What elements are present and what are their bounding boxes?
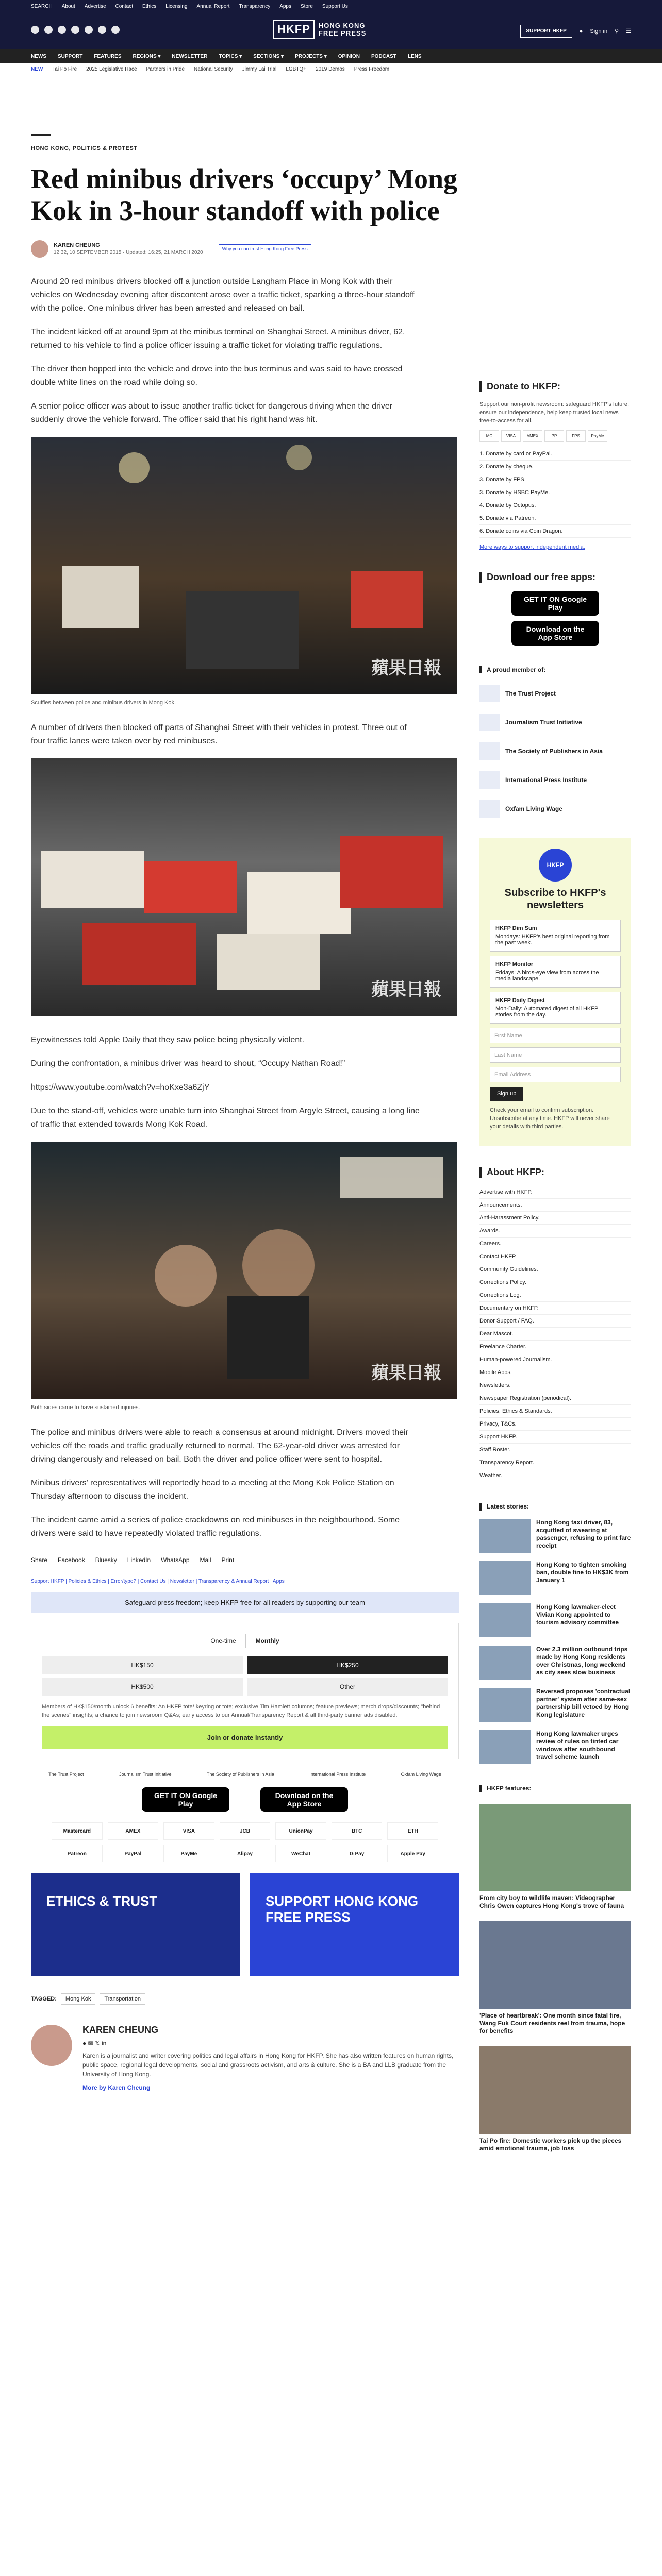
latest-item[interactable] bbox=[479, 1730, 631, 1764]
member-name: Oxfam Living Wage bbox=[505, 805, 562, 812]
sign-in-link[interactable]: Sign in bbox=[590, 28, 608, 35]
about-link[interactable]: Community Guidelines. bbox=[479, 1263, 631, 1276]
youtube-icon[interactable] bbox=[71, 26, 79, 34]
member-block bbox=[479, 666, 631, 818]
about-link[interactable]: Weather. bbox=[479, 1469, 631, 1482]
about-block bbox=[479, 1167, 631, 1482]
sopa-logo bbox=[479, 742, 500, 760]
partner-logo[interactable]: The Society of Publishers in Asia bbox=[206, 1772, 274, 1777]
support-us-link[interactable]: Support Us bbox=[322, 3, 348, 9]
about-link[interactable]: Awards. bbox=[479, 1225, 631, 1238]
app-store-button[interactable]: Download on the App Store bbox=[260, 1787, 348, 1812]
publish-date: 12:32, 10 SEPTEMBER 2015 · Updated: 16:25, 21 MARCH 2020 bbox=[54, 250, 203, 256]
instagram-icon[interactable] bbox=[58, 26, 66, 34]
payment-logo: Apple Pay bbox=[387, 1845, 438, 1862]
share-label: Share bbox=[31, 1556, 48, 1564]
latest-item[interactable] bbox=[479, 1561, 631, 1595]
donate-option[interactable]: 5. Donate via Patreon. bbox=[479, 512, 631, 525]
nav-projects[interactable]: PROJECTS ▾ bbox=[295, 53, 327, 59]
trending-item[interactable]: Jimmy Lai Trial bbox=[242, 66, 277, 72]
latest-headline: Reversed proposes 'contractual partner' system after same-sex partnership bill vetoed by Hong Kong legislature bbox=[536, 1688, 631, 1718]
thumbnail bbox=[479, 1730, 531, 1764]
paragraph: The driver then hopped into the vehicle and drove into the bus terminus and was said to have crossed double white lines on the road while doing so. bbox=[31, 365, 403, 387]
latest-block bbox=[479, 1503, 631, 1764]
about-link[interactable]: Corrections Policy. bbox=[479, 1276, 631, 1289]
nav-support[interactable]: SUPPORT bbox=[58, 53, 83, 59]
thumbnail bbox=[479, 1603, 531, 1637]
about-link[interactable]: Mobile Apps. bbox=[479, 1366, 631, 1379]
monthly-toggle[interactable]: Monthly bbox=[246, 1634, 289, 1648]
about-title: About HKFP: bbox=[479, 1167, 631, 1178]
donate-option[interactable]: 3. Donate by FPS. bbox=[479, 473, 631, 486]
trending-item[interactable]: Press Freedom bbox=[354, 66, 390, 72]
ipi-logo bbox=[479, 771, 500, 789]
trending-item[interactable]: 2025 Legislative Race bbox=[86, 66, 137, 72]
about-link[interactable]: Corrections Log. bbox=[479, 1289, 631, 1302]
licensing-link[interactable]: Licensing bbox=[166, 3, 188, 9]
latest-item[interactable] bbox=[479, 1603, 631, 1637]
about-link[interactable]: Human-powered Journalism. bbox=[479, 1353, 631, 1366]
thumbnail bbox=[479, 1688, 531, 1722]
share-bluesky[interactable]: Bluesky bbox=[95, 1556, 117, 1564]
user-icon[interactable]: ● bbox=[579, 28, 583, 35]
article-photo bbox=[31, 758, 457, 1016]
ethics-promo[interactable]: ETHICS & TRUST bbox=[31, 1873, 240, 1976]
about-link[interactable]: Careers. bbox=[479, 1238, 631, 1250]
nav-podcast[interactable]: PODCAST bbox=[371, 53, 396, 59]
article-category[interactable]: HONG KONG, POLITICS & PROTEST bbox=[31, 145, 138, 151]
feature-headline: From city boy to wildlife maven: Videographer Chris Owen captures Hong Kong's trove of fauna bbox=[479, 1894, 624, 1909]
annual-report-link[interactable]: Annual Report bbox=[196, 3, 230, 9]
about-link[interactable]: Advertise with HKFP. bbox=[479, 1186, 631, 1199]
thumbnail bbox=[479, 1561, 531, 1595]
about-link[interactable]: Documentary on HKFP. bbox=[479, 1302, 631, 1315]
paragraph: The incident came amid a series of police crackdowns on red minibuses in the neighbourhood. Some drivers were said to have repeatedly violated traffic regulations. bbox=[31, 1516, 400, 1538]
member-name: The Society of Publishers in Asia bbox=[505, 748, 603, 755]
trending-item[interactable]: 2019 Demos bbox=[316, 66, 345, 72]
share-mail[interactable]: Mail bbox=[200, 1556, 211, 1564]
site-header bbox=[0, 12, 662, 49]
about-link[interactable]: Support HKFP. bbox=[479, 1431, 631, 1444]
tags-row bbox=[31, 1986, 459, 2012]
one-time-toggle[interactable]: One-time bbox=[201, 1634, 245, 1648]
transparency-link[interactable]: Transparency bbox=[239, 3, 271, 9]
support-promo[interactable]: SUPPORT HONG KONG FREE PRESS bbox=[250, 1873, 459, 1976]
feature-item[interactable] bbox=[479, 1921, 631, 2035]
last-name-input[interactable]: Last Name bbox=[490, 1047, 621, 1063]
payment-logo: JCB bbox=[220, 1822, 271, 1840]
feature-item[interactable] bbox=[479, 1804, 631, 1910]
payme-icon: PayMe bbox=[588, 430, 607, 442]
partner-logo[interactable]: Journalism Trust Initiative bbox=[119, 1772, 172, 1777]
payment-logo: PayPal bbox=[108, 1845, 159, 1862]
amount-option-other[interactable]: Other bbox=[247, 1678, 448, 1696]
article-title: Red minibus drivers ‘occupy’ Mong Kok in 3-hour standoff with police bbox=[31, 163, 458, 226]
feature-headline: 'Place of heartbreak': One month since fatal fire, Wang Fuk Court residents reel from trauma, hope for benefits bbox=[479, 2012, 625, 2035]
trending-item[interactable]: National Security bbox=[194, 66, 233, 72]
google-play-button[interactable]: GET IT ON Google Play bbox=[142, 1787, 229, 1812]
payment-logo: AMEX bbox=[108, 1822, 159, 1840]
paragraph: Eyewitnesses told Apple Daily that they saw police being physically violent. bbox=[31, 1036, 305, 1044]
feature-headline: Tai Po fire: Domestic workers pick up the pieces amid emotional trauma, job loss bbox=[479, 2137, 622, 2152]
search-link[interactable]: SEARCH bbox=[31, 3, 53, 9]
author-social-icons[interactable]: ● ✉ 𝕏 in bbox=[82, 2040, 107, 2047]
more-ways-link[interactable]: More ways to support independent media. bbox=[479, 544, 585, 550]
newsletter-option[interactable] bbox=[490, 956, 621, 988]
signup-button[interactable]: Sign up bbox=[490, 1087, 523, 1101]
article-photo bbox=[31, 1142, 457, 1399]
donate-title: Donate to HKFP: bbox=[479, 381, 631, 392]
donate-note: Members of HK$150/month unlock 6 benefits: An HKFP tote/ keyring or tote; exclusive Tim Hamlett columns; feature previews; merch drops/discounts; "behind the scenes" insights; a chance to join newsroom Q&As; early access to our Annual/Transparency Report & all third-party banner ads disabled. bbox=[42, 1704, 440, 1718]
donate-option[interactable]: 3. Donate by HSBC PayMe. bbox=[479, 486, 631, 499]
photo-caption: Scuffles between police and minibus drivers in Mong Kok. bbox=[31, 700, 176, 706]
author-name[interactable]: KAREN CHEUNG bbox=[54, 242, 100, 248]
checkbox-label: HKFP Dim Sum bbox=[495, 925, 537, 931]
oxfam-logo bbox=[479, 800, 500, 818]
amount-option[interactable]: HK$500 bbox=[42, 1678, 243, 1696]
apps-block bbox=[479, 572, 631, 646]
rss-icon[interactable] bbox=[111, 26, 120, 34]
logo-mark: HKFP bbox=[273, 20, 315, 39]
newsletter-option[interactable] bbox=[490, 920, 621, 952]
payment-logo: UnionPay bbox=[275, 1822, 326, 1840]
nav-lens[interactable]: LENS bbox=[407, 53, 422, 59]
latest-headline: Over 2.3 million outbound trips made by Hong Kong residents over Christmas, long weekend as city sees slow business bbox=[536, 1646, 628, 1676]
about-link[interactable]: Newspaper Registration (periodical). bbox=[479, 1392, 631, 1405]
option-desc: Mondays: HKFP's best original reporting from the past week. bbox=[495, 934, 610, 946]
trending-item[interactable]: LGBTQ+ bbox=[286, 66, 307, 72]
about-link[interactable]: Dear Mascot. bbox=[479, 1328, 631, 1341]
jti-logo bbox=[479, 714, 500, 731]
share-whatsapp[interactable]: WhatsApp bbox=[161, 1556, 190, 1564]
tag[interactable]: Mong Kok bbox=[61, 1993, 96, 2005]
main-nav bbox=[0, 49, 662, 63]
member-title: A proud member of: bbox=[479, 666, 631, 673]
about-link[interactable]: Freelance Charter. bbox=[479, 1341, 631, 1353]
paragraph: Around 20 red minibus drivers blocked off a junction outside Langham Place in Mong Kok with their vehicles on Wednesday evening after discontent arose over a traffic ticket, sparking a three-hour standoff with the police. One minibus driver has been arrested and released on bail. bbox=[31, 277, 415, 313]
partner-logo[interactable]: The Trust Project bbox=[48, 1772, 84, 1777]
site-logo[interactable] bbox=[273, 20, 366, 39]
join-button[interactable]: Join or donate instantly bbox=[42, 1726, 448, 1749]
paragraph: A senior police officer was about to issue another traffic ticket for dangerous driving when the driver suddenly drove the vehicle forward. The officer said that his right hand was hit. bbox=[31, 402, 393, 424]
author-avatar[interactable] bbox=[31, 240, 48, 258]
facebook-icon[interactable] bbox=[31, 26, 39, 34]
article bbox=[31, 134, 459, 2096]
latest-item[interactable] bbox=[479, 1688, 631, 1722]
payment-logo: VISA bbox=[163, 1822, 214, 1840]
about-link[interactable]: Newsletters. bbox=[479, 1379, 631, 1392]
more-by-author-link[interactable]: More by Karen Cheung bbox=[82, 2084, 151, 2091]
advertise-link[interactable]: Advertise bbox=[84, 3, 106, 9]
checkbox-label: HKFP Monitor bbox=[495, 961, 534, 968]
trending-item[interactable]: Tai Po Fire bbox=[52, 66, 77, 72]
feature-image bbox=[479, 1921, 631, 2009]
nav-opinion[interactable]: OPINION bbox=[338, 53, 360, 59]
member-name: Journalism Trust Initiative bbox=[505, 719, 582, 726]
about-link[interactable]: Donor Support / FAQ. bbox=[479, 1315, 631, 1328]
nav-news[interactable]: NEWS bbox=[31, 53, 46, 59]
newsletter-note: Check your email to confirm subscription. Unsubscribe at any time. HKFP will never share your details with third parties. bbox=[490, 1107, 610, 1130]
member-name: International Press Institute bbox=[505, 776, 587, 784]
nav-regions[interactable]: REGIONS ▾ bbox=[133, 53, 161, 59]
latest-item[interactable] bbox=[479, 1646, 631, 1680]
trust-link[interactable]: Why you can trust Hong Kong Free Press bbox=[219, 244, 311, 253]
donate-option[interactable]: 1. Donate by card or PayPal. bbox=[479, 448, 631, 461]
share-facebook[interactable]: Facebook bbox=[58, 1556, 85, 1564]
support-hkfp-button[interactable]: SUPPORT HKFP bbox=[520, 25, 572, 38]
features-title: HKFP features: bbox=[479, 1785, 631, 1792]
feature-image bbox=[479, 2046, 631, 2134]
about-link[interactable]: About bbox=[61, 3, 75, 9]
donate-option[interactable]: 4. Donate by Octopus. bbox=[479, 499, 631, 512]
donate-block bbox=[479, 381, 631, 551]
visa-icon: VISA bbox=[501, 430, 521, 442]
nav-sections[interactable]: SECTIONS ▾ bbox=[253, 53, 284, 59]
about-link[interactable]: Staff Roster. bbox=[479, 1444, 631, 1456]
store-link[interactable]: Store bbox=[301, 3, 313, 9]
amount-option[interactable]: HK$150 bbox=[42, 1656, 243, 1674]
trending-nav bbox=[0, 63, 662, 76]
title-rule bbox=[31, 134, 51, 136]
newsletter-logo: HKFP bbox=[539, 849, 572, 882]
new-badge: NEW bbox=[31, 66, 43, 72]
paragraph: The police and minibus drivers were able to reach a consensus at around midnight. Drivers moved their vehicles off the roads and traffic gradually returned to normal. The 62-year-old driver was arrested for driving dangerously and released on bail. Both the driver and police officer were sent to hospital. bbox=[31, 1428, 408, 1464]
about-link[interactable]: Contact HKFP. bbox=[479, 1250, 631, 1263]
mastercard-icon: MC bbox=[479, 430, 499, 442]
donate-option[interactable]: 6. Donate coins via Coin Dragon. bbox=[479, 525, 631, 538]
payment-logo: Patreon bbox=[52, 1845, 103, 1862]
x-icon[interactable] bbox=[44, 26, 53, 34]
apps-link[interactable]: Apps bbox=[279, 3, 291, 9]
fps-icon: FPS bbox=[566, 430, 586, 442]
logo-line1: HONG KONG bbox=[318, 22, 366, 29]
newsletter-option[interactable] bbox=[490, 992, 621, 1024]
latest-headline: Hong Kong to tighten smoking ban, double fine to HK$3K from January 1 bbox=[536, 1561, 629, 1584]
checkbox-label: HKFP Daily Digest bbox=[495, 997, 545, 1004]
paragraph: A number of drivers then blocked off parts of Shanghai Street with their vehicles in protest. Three out of four traffic lanes were taken over by red minibuses. bbox=[31, 723, 407, 745]
byline bbox=[31, 240, 459, 258]
tag[interactable]: Transportation bbox=[100, 1993, 145, 2005]
author-box bbox=[31, 2025, 459, 2096]
about-link[interactable]: Announcements. bbox=[479, 1199, 631, 1212]
photo-watermark: 蘋果日報 bbox=[371, 980, 441, 999]
search-icon[interactable]: ⚲ bbox=[615, 28, 619, 35]
share-print[interactable]: Print bbox=[221, 1556, 235, 1564]
newsletter-box bbox=[479, 838, 631, 1146]
donate-option[interactable]: 2. Donate by cheque. bbox=[479, 461, 631, 473]
trust-project-logo bbox=[479, 685, 500, 702]
member-name: The Trust Project bbox=[505, 690, 556, 697]
photo-watermark: 蘋果日報 bbox=[371, 1363, 441, 1383]
option-desc: Fridays: A birds-eye view from across the media landscape. bbox=[495, 970, 599, 982]
amex-icon: AMEX bbox=[523, 430, 542, 442]
safeguard-banner[interactable]: Safeguard press freedom; keep HKFP free for all readers by supporting our team bbox=[31, 1592, 459, 1613]
logo-line2: FREE PRESS bbox=[318, 29, 367, 37]
donate-widget bbox=[31, 1623, 459, 1759]
thumbnail bbox=[479, 1519, 531, 1553]
amount-option-selected[interactable]: HK$250 bbox=[247, 1656, 448, 1674]
latest-item[interactable] bbox=[479, 1519, 631, 1553]
linkedin-icon[interactable] bbox=[98, 26, 106, 34]
payment-logo: ETH bbox=[387, 1822, 438, 1840]
partner-logos bbox=[31, 1772, 459, 1777]
payment-logo: Mastercard bbox=[52, 1822, 103, 1840]
threads-icon[interactable] bbox=[85, 26, 93, 34]
donate-text[interactable]: Support our non-profit newsroom: safeguard HKFP's future, ensure our independence, help keep trusted local news free-to-access for all. bbox=[479, 401, 630, 424]
policy-links[interactable]: Support HKFP | Policies & Ethics | Error/typo? | Contact Us | Newsletter | Transparency & Annual Report | Apps bbox=[31, 1579, 285, 1584]
payment-logo: Alipay bbox=[220, 1845, 271, 1862]
partner-logo[interactable]: International Press Institute bbox=[309, 1772, 366, 1777]
photo-caption: Both sides came to have sustained injuries. bbox=[31, 1404, 140, 1411]
top-utility-bar bbox=[0, 0, 662, 12]
paragraph: The incident kicked off at around 9pm at the minibus terminal on Shanghai Street. A minibus driver, 62, returned to his vehicle to find a police officer issuing a traffic ticket for violating traffic regulations. bbox=[31, 328, 405, 350]
latest-headline: Hong Kong lawmaker-elect Vivian Kong appointed to tourism advisory committee bbox=[536, 1603, 619, 1626]
latest-headline: Hong Kong taxi driver, 83, acquitted of swearing at passenger, refusing to print fare receipt bbox=[536, 1519, 631, 1549]
about-link[interactable]: Anti-Harassment Policy. bbox=[479, 1212, 631, 1225]
menu-icon[interactable]: ☰ bbox=[626, 28, 631, 35]
features-block bbox=[479, 1785, 631, 2153]
author-box-name[interactable]: KAREN CHEUNG bbox=[82, 2025, 159, 2035]
tags-label: TAGGED: bbox=[31, 1996, 57, 2002]
article-photo bbox=[31, 437, 457, 694]
google-play-button[interactable]: GET IT ON Google Play bbox=[511, 591, 599, 616]
author-bio: Karen is a journalist and writer covering politics and legal affairs in Hong Kong for HKFP. She has also written features on human rights, public space, regional legal developments, social and grassroots activism, and arts & culture. She is a BA and LLB graduate from the University of Hong Kong. bbox=[82, 2052, 454, 2078]
paragraph: Due to the stand-off, vehicles were unable turn into Shanghai Street from Argyle Street, causing a long line of traffic that extended towards Mong Kok Road. bbox=[31, 1107, 420, 1129]
nav-features[interactable]: FEATURES bbox=[94, 53, 122, 59]
about-link[interactable]: Policies, Ethics & Standards. bbox=[479, 1405, 631, 1418]
email-input[interactable]: Email Address bbox=[490, 1067, 621, 1082]
payment-logo: PayMe bbox=[163, 1845, 214, 1862]
feature-item[interactable] bbox=[479, 2046, 631, 2153]
nav-newsletter[interactable]: NEWSLETTER bbox=[172, 53, 208, 59]
latest-headline: Hong Kong lawmaker urges review of rules on tinted car windows after southbound travel scheme launch bbox=[536, 1730, 619, 1760]
paragraph: During the confrontation, a minibus driver was heard to shout, “Occupy Nathan Road!” bbox=[31, 1059, 345, 1068]
video-link[interactable]: https://www.youtube.com/watch?v=hoKxe3a6ZjY bbox=[31, 1083, 210, 1092]
author-avatar[interactable] bbox=[31, 2025, 72, 2066]
first-name-input[interactable]: First Name bbox=[490, 1028, 621, 1043]
photo-watermark: 蘋果日報 bbox=[371, 658, 441, 678]
payment-logo: WeChat bbox=[275, 1845, 326, 1862]
partner-logo[interactable]: Oxfam Living Wage bbox=[401, 1772, 441, 1777]
trending-item[interactable]: Partners in Pride bbox=[146, 66, 185, 72]
social-icons bbox=[31, 26, 120, 34]
feature-image bbox=[479, 1804, 631, 1891]
contact-link[interactable]: Contact bbox=[115, 3, 133, 9]
apps-title: Download our free apps: bbox=[479, 572, 631, 583]
ethics-link[interactable]: Ethics bbox=[142, 3, 157, 9]
payment-logo: BTC bbox=[332, 1822, 383, 1840]
option-desc: Mon-Daily: Automated digest of all HKFP stories from the day. bbox=[495, 1006, 599, 1018]
newsletter-title: Subscribe to HKFP's newsletters bbox=[504, 887, 606, 911]
about-link[interactable]: Privacy, T&Cs. bbox=[479, 1418, 631, 1431]
paypal-icon: PP bbox=[544, 430, 564, 442]
latest-title: Latest stories: bbox=[479, 1503, 631, 1511]
thumbnail bbox=[479, 1646, 531, 1680]
about-link[interactable]: Transparency Report. bbox=[479, 1456, 631, 1469]
nav-topics[interactable]: TOPICS ▾ bbox=[219, 53, 242, 59]
payment-methods bbox=[52, 1822, 438, 1862]
app-store-button[interactable]: Download on the App Store bbox=[511, 621, 599, 646]
share-bar bbox=[31, 1551, 459, 1569]
payment-logo: G Pay bbox=[332, 1845, 383, 1862]
sidebar bbox=[479, 381, 631, 2173]
paragraph: Minibus drivers’ representatives will reportedly head to a meeting at the Mong Kok Police Station on Thursday afternoon to discuss the incident. bbox=[31, 1479, 394, 1501]
share-linkedin[interactable]: LinkedIn bbox=[127, 1556, 151, 1564]
